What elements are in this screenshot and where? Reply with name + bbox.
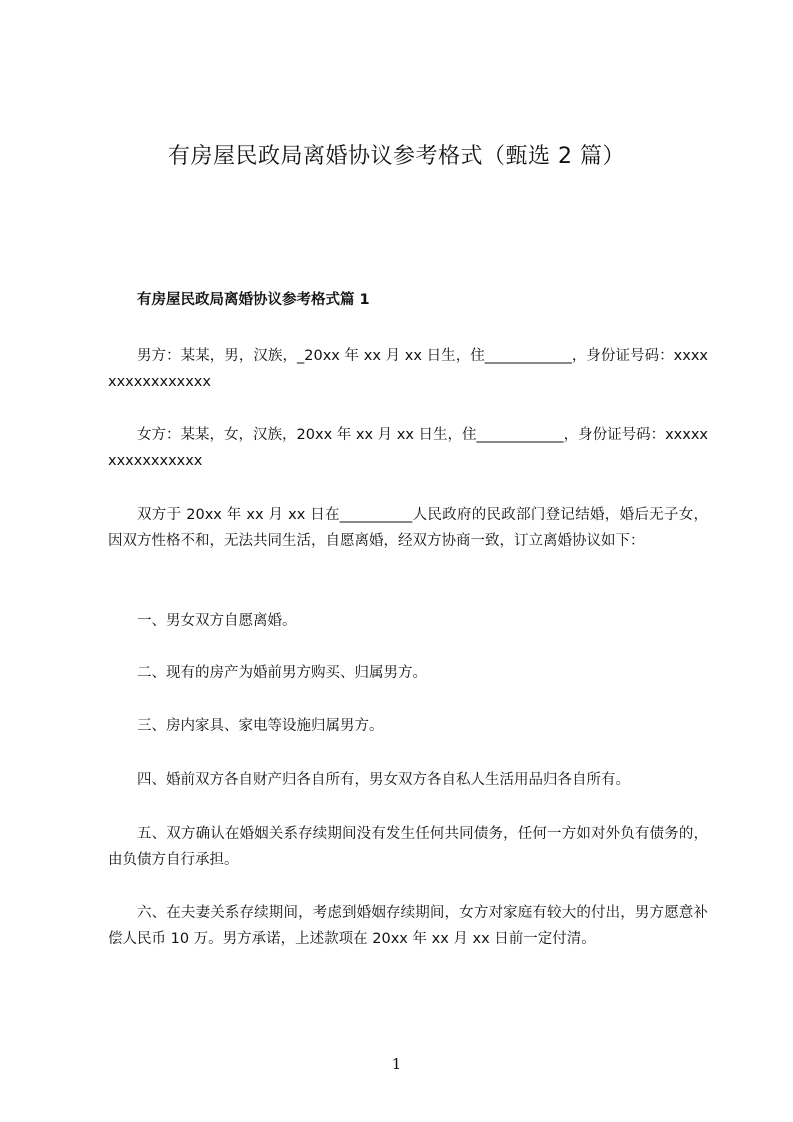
clause-1: 一、男女双方自愿离婚。 [137, 613, 297, 629]
section-heading: 有房屋民政局离婚协议参考格式篇 1 [137, 292, 370, 308]
intro-paragraph: 双方于 20xx 年 xx 月 xx 日在__________人民政府的民政部门登记结婚，婚后无子女，因双方性格不和，无法共同生活，自愿离婚，经双方协商一致，订立离婚协议如下： [108, 507, 708, 549]
clause-5: 五、双方确认在婚姻关系存续期间没有发生任何共同债务，任何一方如对外负有债务的，由负债方自行承担。 [108, 826, 708, 868]
document-title: 有房屋民政局离婚协议参考格式（甄选 2 篇） [168, 144, 625, 169]
male-party-paragraph: 男方：某某，男，汉族，_20xx 年 xx 月 xx 日生，住____________，身份证号码：xxxxxxxxxxxxxxxx [108, 348, 708, 390]
clause-2: 二、现有的房产为婚前男方购买、归属男方。 [137, 665, 427, 681]
clause-6: 六、在夫妻关系存续期间，考虑到婚姻存续期间，女方对家庭有较大的付出，男方愿意补偿人民币 10 万。男方承诺，上述款项在 20xx 年 xx 月 xx 日前一定付清。 [108, 905, 708, 947]
female-party-paragraph: 女方：某某，女，汉族，20xx 年 xx 月 xx 日生，住____________，身份证号码：xxxxxxxxxxxxxxxx [108, 427, 708, 469]
clause-3: 三、房内家具、家电等设施归属男方。 [137, 718, 384, 734]
clause-4: 四、婚前双方各自财产归各自所有，男女双方各自私人生活用品归各自所有。 [137, 772, 630, 788]
page-number: 1 [391, 1055, 402, 1073]
